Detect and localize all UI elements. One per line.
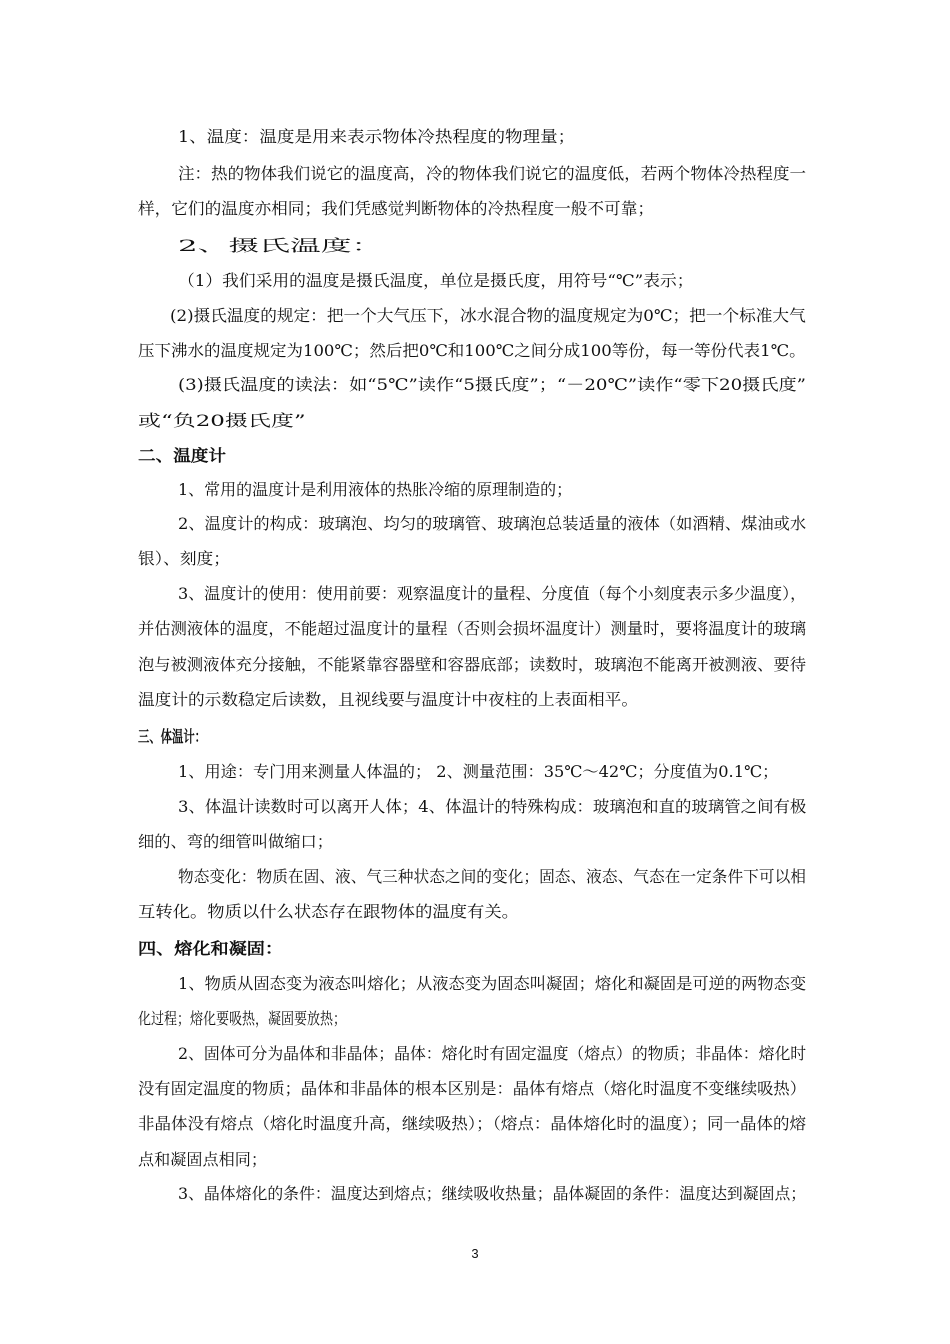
section-heading: 三、体温计： — [138, 727, 207, 746]
text-line: 1、温度：温度是用来表示物体冷热程度的物理量； — [178, 127, 576, 146]
text-line: 点和凝固点相同； — [138, 1150, 268, 1169]
text-line: 2、摄氏温度： — [178, 236, 383, 255]
text-line: 泡与被测液体充分接触，不能紧靠容器壁和容器底部；读数时，玻璃泡不能离开被测液、要待 — [138, 655, 807, 674]
text-line: 压下沸水的温度规定为100℃；然后把0℃和100℃之间分成100等份，每一等份代表1℃。 — [138, 341, 806, 360]
text-line: 互转化。物质以什么状态存在跟物体的温度有关。 — [138, 902, 520, 921]
text-line: 物态变化：物质在固、液、气三种状态之间的变化；固态、液态、气态在一定条件下可以相 — [178, 867, 806, 886]
text-line: 1、用途：专门用来测量人体温的； 2、测量范围：35℃～42℃；分度值为0.1℃； — [178, 762, 779, 781]
page-number: 3 — [471, 1246, 479, 1261]
text-line: 1、常用的温度计是利用液体的热胀冷缩的原理制造的； — [178, 480, 573, 499]
text-line: (2)摄氏温度的规定：把一个大气压下，冰水混合物的温度规定为0℃；把一个标准大气 — [170, 306, 806, 325]
text-line: 银）、刻度； — [138, 549, 231, 568]
text-line: 化过程；熔化要吸热，凝固要放热； — [138, 1009, 347, 1028]
text-line: 并估测液体的温度，不能超过温度计的量程（否则会损坏温度计）测量时，要将温度计的玻璃 — [138, 619, 807, 638]
text-line: (3)摄氏温度的读法：如“5℃”读作“5摄氏度”；“－20℃”读作“零下20摄氏度” — [178, 375, 806, 394]
text-line: 非晶体没有熔点（熔化时温度升高，继续吸热）；（熔点：晶体熔化时的温度）；同一晶体的熔 — [138, 1114, 807, 1133]
text-line: 1、物质从固态变为液态叫熔化；从液态变为固态叫凝固；熔化和凝固是可逆的两物态变 — [178, 974, 807, 993]
text-line: 或“负20摄氏度” — [138, 411, 306, 430]
section-heading: 四、熔化和凝固： — [138, 939, 284, 958]
text-line: 3、体温计读数时可以离开人体；4、体温计的特殊构成：玻璃泡和直的玻璃管之间有极 — [178, 797, 807, 816]
text-line: 2、固体可分为晶体和非晶体；晶体：熔化时有固定温度（熔点）的物质；非晶体：熔化时 — [178, 1044, 807, 1063]
text-line: 样，它们的温度亦相同；我们凭感觉判断物体的冷热程度一般不可靠； — [138, 199, 655, 218]
text-line: 注：热的物体我们说它的温度高，冷的物体我们说它的温度低，若两个物体冷热程度一 — [178, 164, 807, 183]
text-line: （1）我们采用的温度是摄氏温度，单位是摄氏度，用符号“℃”表示； — [178, 271, 694, 290]
text-line: 3、温度计的使用：使用前要：观察温度计的量程、分度值（每个小刻度表示多少温度）， — [178, 584, 807, 603]
text-line: 3、晶体熔化的条件：温度达到熔点；继续吸收热量；晶体凝固的条件：温度达到凝固点； — [178, 1184, 807, 1203]
text-line: 2、温度计的构成：玻璃泡、均匀的玻璃管、玻璃泡总装适量的液体（如酒精、煤油或水 — [178, 514, 807, 533]
text-line: 温度计的示数稳定后读数，且视线要与温度计中夜柱的上表面相平。 — [138, 690, 639, 709]
text-line: 细的、弯的细管叫做缩口； — [138, 832, 334, 851]
section-heading: 二、温度计 — [138, 446, 227, 465]
text-line: 没有固定温度的物质；晶体和非晶体的根本区别是：晶体有熔点（熔化时温度不变继续吸热） — [138, 1079, 807, 1098]
